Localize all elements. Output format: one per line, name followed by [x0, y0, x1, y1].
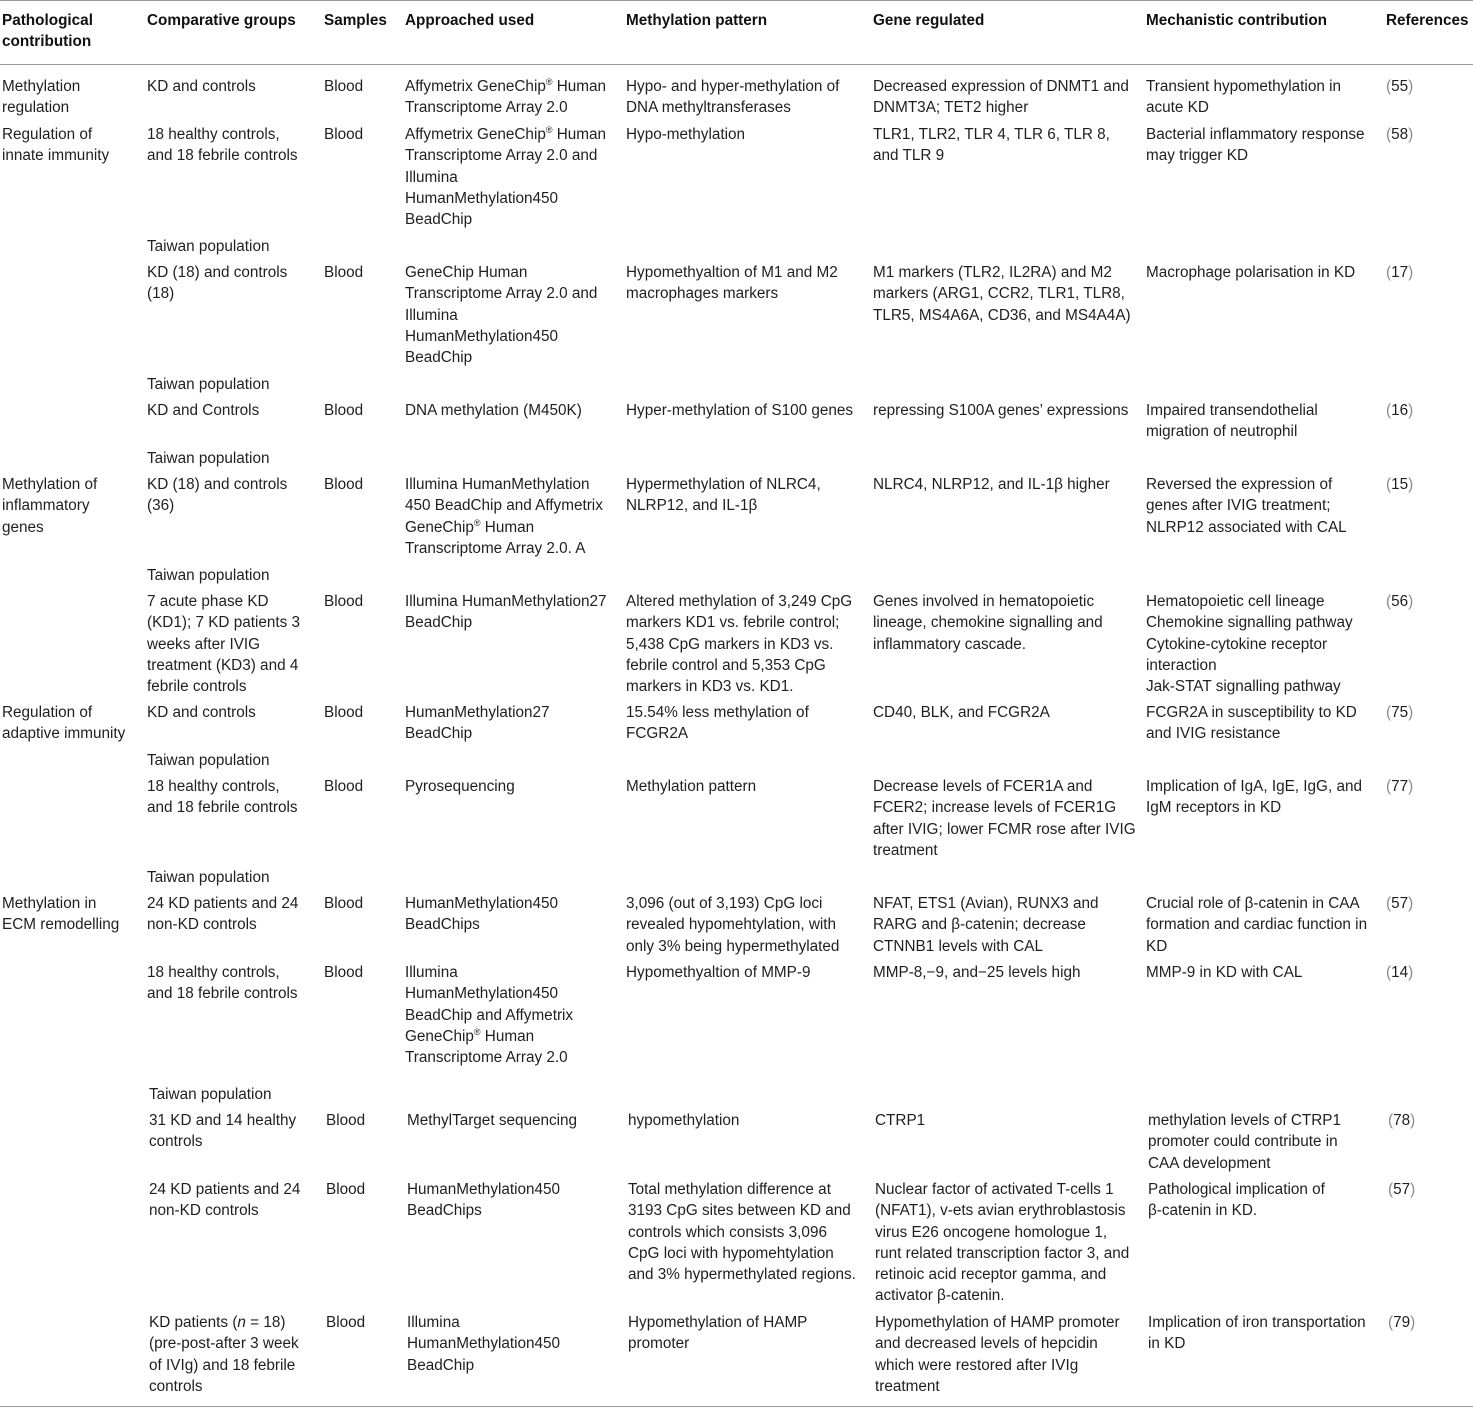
reference-number: 79: [1393, 1314, 1411, 1331]
registered-mark: ®: [545, 77, 553, 87]
row-8-gene: NFAT, ETS1 (Avian), RUNX3 and RARG and β-catenin; decrease CTNNB1 levels with CAL: [873, 895, 1099, 955]
row-1-pattern: Hypo-methylation: [626, 126, 746, 143]
reference-number: 57: [1393, 1181, 1411, 1198]
row-8-comp: 24 KD patients and 24 non-KD controls: [147, 895, 299, 934]
row-9-comp: 18 healthy controls, and 18 febrile controls: [147, 964, 298, 1003]
section-text: Regulation of adaptive immunity: [2, 704, 126, 743]
row-9-gene: MMP-8,−9, and−25 levels high: [873, 964, 1081, 981]
section-text: Methylation of inflammatory genes: [2, 476, 98, 536]
registered-mark: ®: [473, 517, 481, 528]
row-0-pattern: Hypo- and hyper-methylation of DNA methyltransferases: [626, 78, 840, 117]
population-label: [147, 867, 269, 888]
population-text: Taiwan population: [147, 869, 270, 886]
row-4-gene: NLRC4, NLRP12, and IL-1β higher: [873, 476, 1110, 493]
row-5-comp: 7 acute phase KD (KD1); 7 KD patients 3 weeks after IVIG treatment (KD3) and 4 febrile controls: [147, 593, 301, 696]
row-10-approach: MethylTarget sequencing: [407, 1112, 578, 1129]
row-9-approach: Illumina HumanMethylation450 BeadChip and Affymetrix GeneChip® Human Transcriptome Array 2.0: [405, 964, 574, 1067]
row-3-reference: (16): [1386, 402, 1414, 419]
section-adaptive-immunity: [2, 702, 132, 745]
population-label: [147, 236, 269, 257]
row-7-pattern: Methylation pattern: [626, 778, 757, 795]
row-2-comp: KD (18) and controls (18): [147, 264, 288, 303]
reference-number: 56: [1391, 593, 1409, 610]
row-12-mech: Implication of iron transportation in KD: [1148, 1314, 1366, 1353]
n-symbol: n: [237, 1314, 246, 1331]
reference-number: 57: [1391, 895, 1409, 912]
row-11-comp: 24 KD patients and 24 non-KD controls: [149, 1181, 301, 1220]
row-5-sample: Blood: [324, 593, 364, 610]
header-text: Methylation pattern: [626, 12, 768, 29]
population-label: [147, 374, 269, 395]
row-9-mech: MMP-9 in KD with CAL: [1146, 964, 1303, 981]
row-7-comp: 18 healthy controls, and 18 febrile controls: [147, 778, 298, 817]
reference-number: 78: [1393, 1112, 1411, 1129]
row-3-sample: Blood: [324, 402, 364, 419]
row-1-mech: Bacterial inflammatory response may trigger KD: [1146, 126, 1365, 165]
registered-mark: ®: [473, 1026, 481, 1037]
registered-mark: ®: [545, 125, 553, 135]
row-2-gene: M1 markers (TLR2, IL2RA) and M2 markers (ARG1, CCR2, TLR1, TLR8, TLR5, MS4A6A, CD36, and MS4A4A): [873, 264, 1131, 324]
section-ecm-remodelling: [2, 893, 127, 936]
section-text: Methylation regulation: [2, 78, 81, 117]
row-10-gene: CTRP1: [875, 1112, 926, 1129]
row-0-comp: KD and controls: [147, 78, 256, 95]
top-rule: [0, 0, 1473, 1]
row-12-gene: Hypomethylation of HAMP promoter and decreased levels of hepcidin which were restored after IVIg treatment: [875, 1314, 1120, 1395]
row-4-reference: (15): [1386, 476, 1414, 493]
row-4-pattern: Hypermethylation of NLRC4, NLRP12, and IL-1β: [626, 476, 821, 515]
row-2-mech: Macrophage polarisation in KD: [1146, 264, 1356, 281]
row-9-sample: Blood: [324, 964, 364, 981]
row-7-mech: Implication of IgA, IgE, IgG, and IgM receptors in KD: [1146, 778, 1362, 817]
row-6-sample: Blood: [324, 704, 364, 721]
row-2-sample: Blood: [324, 264, 364, 281]
row-10-pattern: hypomethylation: [628, 1112, 740, 1129]
header-text: Mechanistic contribution: [1146, 12, 1328, 29]
row-0-reference: (55): [1386, 78, 1414, 95]
row-2-pattern: Hypomethyaltion of M1 and M2 macrophages markers: [626, 264, 838, 303]
row-7-approach: Pyrosequencing: [405, 778, 515, 795]
row-8-reference: (57): [1386, 895, 1414, 912]
row-11-approach: HumanMethylation450 BeadChips: [407, 1181, 561, 1220]
row-3-gene: repressing S100A genes’ expressions: [873, 402, 1129, 419]
population-label: [147, 448, 269, 469]
row-11-reference: (57): [1388, 1181, 1416, 1198]
row-1-gene: TLR1, TLR2, TLR 4, TLR 6, TLR 8, and TLR 9: [873, 126, 1110, 165]
population-text: Taiwan population: [147, 567, 270, 584]
row-8-mech: Crucial role of β-catenin in CAA formation and cardiac function in KD: [1146, 895, 1368, 955]
row-12-sample: Blood: [326, 1314, 366, 1331]
row-4-comp: KD (18) and controls (36): [147, 476, 288, 515]
header-text: Approached used: [405, 12, 535, 29]
population-text: Taiwan population: [147, 376, 270, 393]
header-text: Samples: [324, 12, 387, 29]
row-4-mech: Reversed the expression of genes after IVIG treatment; NLRP12 associated with CAL: [1146, 476, 1347, 536]
reference-number: 15: [1391, 476, 1409, 493]
population-label: [147, 750, 269, 771]
row-12-comp: KD patients (n = 18) (pre-post-after 3 week of IVIg) and 18 febrile controls: [149, 1314, 299, 1395]
reference-number: 77: [1391, 778, 1409, 795]
row-5-gene: Genes involved in hematopoietic lineage, chemokine signalling and inflammatory cascade.: [873, 593, 1103, 653]
header-approach: [405, 10, 534, 31]
row-3-approach: DNA methylation (M450K): [405, 402, 582, 419]
row-10-reference: (78): [1388, 1112, 1416, 1129]
section-methylation-regulation: [2, 76, 92, 119]
row-10-sample: Blood: [326, 1112, 366, 1129]
row-2-approach: GeneChip Human Transcriptome Array 2.0 and Illumina HumanMethylation450 BeadChip: [405, 264, 598, 367]
row-8-pattern: 3,096 (out of 3,193) CpG loci revealed hypomehtylation, with only 3% being hypermethylated: [626, 895, 840, 955]
row-10-mech: methylation levels of CTRP1 promoter could contribute in CAA development: [1148, 1112, 1341, 1172]
header-text: Pathological contribution: [2, 12, 93, 51]
section-text: Methylation in ECM remodelling: [2, 895, 120, 934]
reference-number: 75: [1391, 704, 1409, 721]
row-7-gene: Decrease levels of FCER1A and FCER2; increase levels of FCER1G after IVIG; lower FCMR rose after IVIG treatment: [873, 778, 1136, 859]
population-text: Taiwan population: [149, 1086, 272, 1103]
reference-number: 17: [1391, 264, 1409, 281]
row-3-pattern: Hyper-methylation of S100 genes: [626, 402, 854, 419]
reference-number: 58: [1391, 126, 1409, 143]
row-8-approach: HumanMethylation450 BeadChips: [405, 895, 559, 934]
reference-number: 55: [1391, 78, 1409, 95]
header-gene: [873, 10, 984, 31]
row-0-gene: Decreased expression of DNMT1 and DNMT3A; TET2 higher: [873, 78, 1129, 117]
section-text: Regulation of innate immunity: [2, 126, 110, 165]
population-text: Taiwan population: [147, 752, 270, 769]
row-12-approach: Illumina HumanMethylation450 BeadChip: [407, 1314, 561, 1374]
header-text: References: [1386, 12, 1469, 29]
header-references: [1386, 10, 1468, 31]
row-1-sample: Blood: [324, 126, 364, 143]
header-rule: [0, 64, 1473, 65]
row-6-gene: CD40, BLK, and FCGR2A: [873, 704, 1050, 721]
population-label: [149, 1084, 271, 1105]
row-3-comp: KD and Controls: [147, 402, 260, 419]
row-12-pattern: Hypomethylation of HAMP promoter: [628, 1314, 808, 1353]
header-text: Gene regulated: [873, 12, 985, 29]
row-4-approach: Illumina HumanMethylation 450 BeadChip and Affymetrix GeneChip® Human Transcriptome Array 2.0. A: [405, 476, 603, 557]
population-text: Taiwan population: [147, 238, 270, 255]
row-0-approach: Affymetrix GeneChip® Human Transcriptome Array 2.0: [405, 77, 607, 117]
row-8-sample: Blood: [324, 895, 364, 912]
row-6-pattern: 15.54% less methylation of FCGR2A: [626, 704, 809, 743]
row-1-reference: (58): [1386, 126, 1414, 143]
population-label: [147, 565, 269, 586]
row-7-reference: (77): [1386, 778, 1414, 795]
row-11-sample: Blood: [326, 1181, 366, 1198]
header-mechanism: [1146, 10, 1327, 31]
section-innate-immunity: [2, 124, 127, 167]
row-11-pattern: Total methylation difference at 3193 CpG sites between KD and controls which consists 3,096 CpG loci with hypomehtylation and 3% hypermethylated regions.: [628, 1181, 856, 1284]
row-1-approach: Affymetrix GeneChip® Human Transcriptome Array 2.0 and Illumina HumanMethylation450 BeadChip: [405, 125, 607, 229]
header-pattern: [626, 10, 767, 31]
row-11-mech: Pathological implication of β-catenin in KD.: [1148, 1181, 1325, 1220]
row-4-sample: Blood: [324, 476, 364, 493]
row-6-mech: FCGR2A in susceptibility to KD and IVIG resistance: [1146, 704, 1357, 743]
row-6-approach: HumanMethylation27 BeadChip: [405, 704, 550, 743]
population-text: Taiwan population: [147, 450, 270, 467]
reference-number: 14: [1391, 964, 1409, 981]
row-3-mech: Impaired transendothelial migration of neutrophil: [1146, 402, 1318, 441]
row-6-reference: (75): [1386, 704, 1414, 721]
row-6-comp: KD and controls: [147, 704, 256, 721]
header-pathological: [2, 10, 112, 53]
row-11-gene: Nuclear factor of activated T-cells 1 (NFAT1), v-ets avian erythroblastosis virus E26 oncogene homologue 1, runt related transcription factor 3, and retinoic acid receptor gamma, and activator β-catenin.: [875, 1181, 1130, 1305]
row-5-pattern: Altered methylation of 3,249 CpG markers KD1 vs. febrile control; 5,438 CpG markers in KD3 vs. febrile control and 5,353 CpG markers in KD3 vs. KD1.: [626, 593, 853, 696]
header-samples: [324, 10, 387, 31]
row-7-sample: Blood: [324, 778, 364, 795]
row-2-reference: (17): [1386, 264, 1414, 281]
row-9-pattern: Hypomethyaltion of MMP-9: [626, 964, 811, 981]
header-text: Comparative groups: [147, 12, 296, 29]
row-1-comp: 18 healthy controls, and 18 febrile controls: [147, 126, 298, 165]
row-5-reference: (56): [1386, 593, 1414, 610]
row-12-reference: (79): [1388, 1314, 1416, 1331]
row-0-mech: Transient hypomethylation in acute KD: [1146, 78, 1341, 117]
row-0-sample: Blood: [324, 78, 364, 95]
header-comparative: [147, 10, 296, 31]
reference-number: 16: [1391, 402, 1409, 419]
row-10-comp: 31 KD and 14 healthy controls: [149, 1112, 297, 1151]
section-inflammatory-genes: [2, 474, 112, 538]
row-5-approach: Illumina HumanMethylation27 BeadChip: [405, 593, 607, 632]
bottom-rule: [0, 1406, 1473, 1407]
row-9-reference: (14): [1386, 964, 1414, 981]
row-5-mech: Hematopoietic cell lineage Chemokine signalling pathway Cytokine-cytokine receptor interaction Jak-STAT signalling pathway: [1146, 593, 1353, 696]
